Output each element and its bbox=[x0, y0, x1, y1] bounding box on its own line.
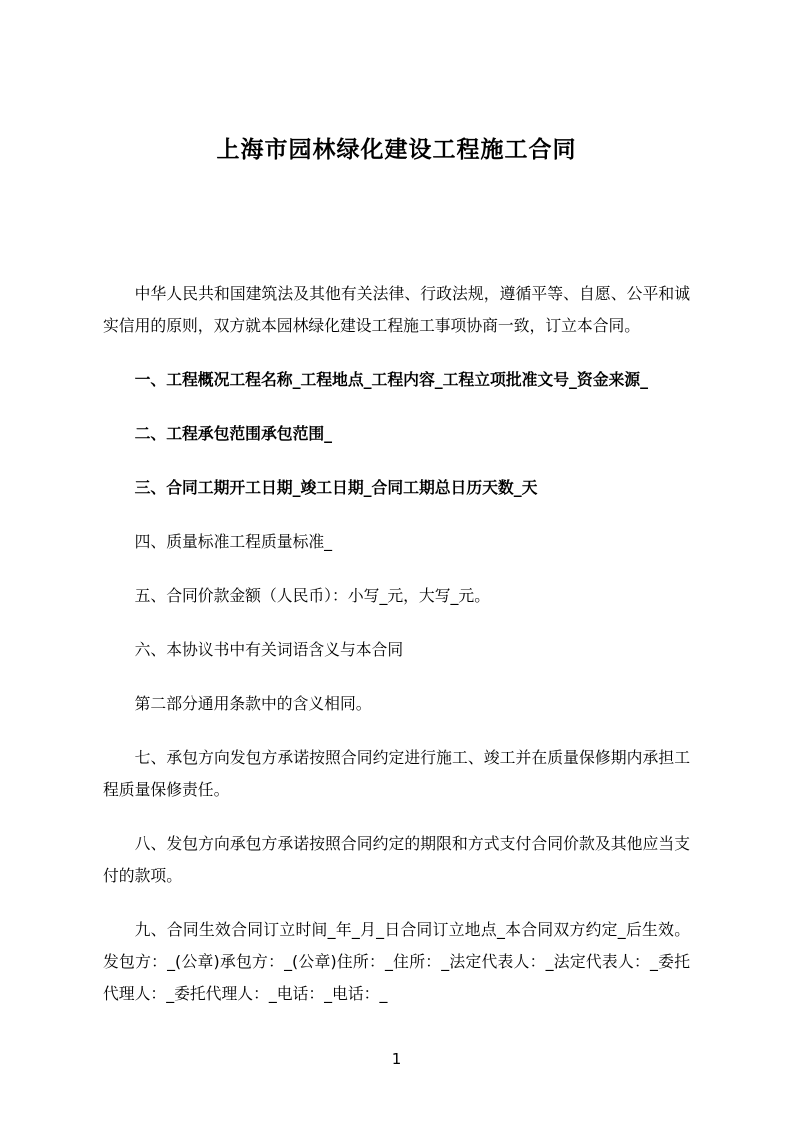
clause-3-contract-period: 三、合同工期开工日期_竣工日期_合同工期总日历天数_天 bbox=[134, 478, 538, 497]
document-title: 上海市园林绿化建设工程施工合同 bbox=[216, 137, 577, 163]
clause-2-contract-scope: 二、工程承包范围承包范围_ bbox=[134, 424, 333, 443]
clause-6-terms-meaning: 六、本协议书中有关词语含义与本合同 bbox=[134, 640, 404, 659]
clause-9-contract-effective: 九、合同生效合同订立时间_年_月_日合同订立地点_本合同双方约定_后生效。发包方：_(公章)承包方：_(公章)住所：_住所：_法定代表人：_法定代表人：_委托代理人：_委托代理人：_电话：_电话：_ bbox=[103, 920, 690, 1003]
clause-7-contractor-promise: 七、承包方向发包方承诺按照合同约定进行施工、竣工并在质量保修期内承担工程质量保修责任。 bbox=[103, 748, 690, 799]
clause-5-contract-price: 五、合同价款金额（人民币）：小写_元，大写_元。 bbox=[134, 586, 491, 605]
clause-4-quality-standard: 四、质量标准工程质量标准_ bbox=[134, 532, 333, 551]
clause-1-project-overview: 一、工程概况工程名称_工程地点_工程内容_工程立项批准文号_资金来源_ bbox=[134, 370, 648, 389]
clause-6-continuation: 第二部分通用条款中的含义相同。 bbox=[134, 694, 372, 713]
page-number: 1 bbox=[391, 1050, 402, 1068]
clause-8-employer-promise: 八、发包方向承包方承诺按照合同约定的期限和方式支付合同价款及其他应当支付的款项。 bbox=[103, 834, 690, 885]
document-body bbox=[103, 278, 690, 1010]
intro-paragraph: 中华人民共和国建筑法及其他有关法律、行政法规，遵循平等、自愿、公平和诚实信用的原则，双方就本园林绿化建设工程施工事项协商一致，订立本合同。 bbox=[103, 284, 690, 335]
